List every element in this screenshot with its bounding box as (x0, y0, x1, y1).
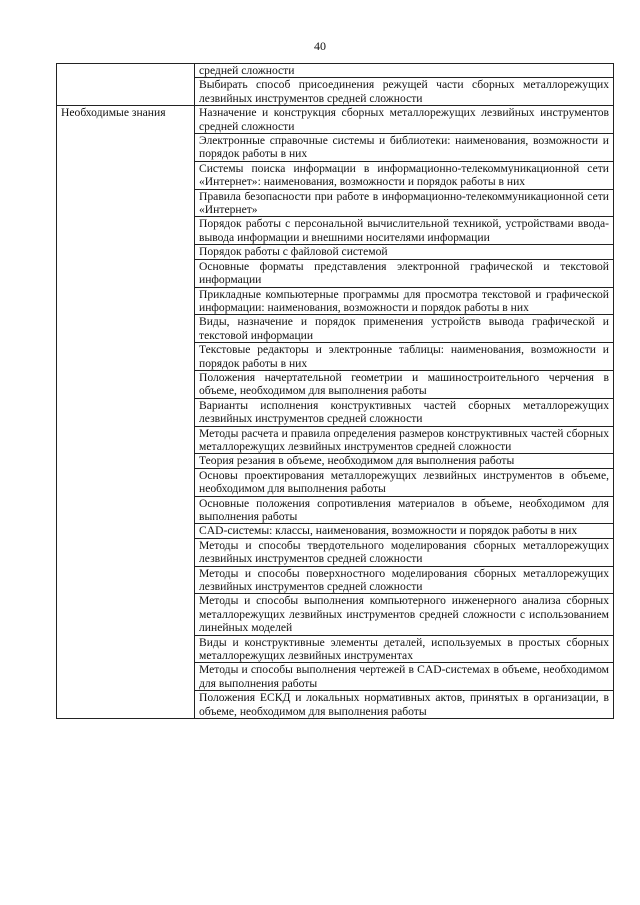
text-cell: CAD-системы: классы, наименования, возможности и порядок работы в них (195, 524, 614, 538)
text-cell: Системы поиска информации в информационно-телекоммуникационной сети «Интернет»: наименования, возможности и порядок работы в них (195, 161, 614, 189)
text-cell: Методы и способы твердотельного моделирования сборных металлорежущих лезвийных инструментов средней сложности (195, 538, 614, 566)
text-cell: Положения ЕСКД и локальных нормативных актов, принятых в организации, в объеме, необходимом для выполнения работы (195, 691, 614, 719)
text-cell: Правила безопасности при работе в информационно-телекоммуникационной сети «Интернет» (195, 189, 614, 217)
text-cell: Методы и способы поверхностного моделирования сборных металлорежущих лезвийных инструментов средней сложности (195, 566, 614, 594)
page-number: 40 (314, 39, 326, 53)
table-row (57, 64, 614, 78)
text-cell: Методы и способы выполнения компьютерного инженерного анализа сборных металлорежущих лезвийных инструментов средней сложности с использованием линейных моделей (195, 594, 614, 635)
text-cell: Порядок работы с персональной вычислительной техникой, устройствами ввода-вывода информации и внешними носителями информации (195, 217, 614, 245)
text-cell: Электронные справочные системы и библиотеки: наименования, возможности и порядок работы в них (195, 134, 614, 162)
text-cell: Назначение и конструкция сборных металлорежущих лезвийных инструментов средней сложности (195, 106, 614, 134)
text-cell: Текстовые редакторы и электронные таблицы: наименования, возможности и порядок работы в них (195, 343, 614, 371)
text-cell: Теория резания в объеме, необходимом для выполнения работы (195, 454, 614, 468)
text-cell: средней сложности (195, 64, 614, 78)
text-cell: Виды, назначение и порядок применения устройств вывода графической и текстовой информации (195, 315, 614, 343)
text-cell: Порядок работы с файловой системой (195, 245, 614, 259)
section-label-required-knowledge: Необходимые знания (57, 106, 195, 719)
text-cell: Основные форматы представления электронной графической и текстовой информации (195, 259, 614, 287)
table-row (57, 106, 614, 134)
text-cell: Прикладные компьютерные программы для просмотра текстовой и графической информации: наименования, возможности и порядок работы в них (195, 287, 614, 315)
competency-table (56, 63, 614, 719)
text-cell: Положения начертательной геометрии и машиностроительного черчения в объеме, необходимом для выполнения работы (195, 370, 614, 398)
label-cell (57, 64, 195, 106)
text-cell: Методы и способы выполнения чертежей в CAD-системах в объеме, необходимом для выполнения работы (195, 663, 614, 691)
text-cell: Методы расчета и правила определения размеров конструктивных частей сборных металлорежущих лезвийных инструментов средней сложности (195, 426, 614, 454)
text-cell: Варианты исполнения конструктивных частей сборных металлорежущих лезвийных инструментов средней сложности (195, 398, 614, 426)
text-cell: Виды и конструктивные элементы деталей, используемых в простых сборных металлорежущих лезвийных инструментах (195, 635, 614, 663)
text-cell: Выбирать способ присоединения режущей части сборных металлорежущих лезвийных инструментов средней сложности (195, 78, 614, 106)
text-cell: Основы проектирования металлорежущих лезвийных инструментов в объеме, необходимом для выполнения работы (195, 468, 614, 496)
text-cell: Основные положения сопротивления материалов в объеме, необходимом для выполнения работы (195, 496, 614, 524)
